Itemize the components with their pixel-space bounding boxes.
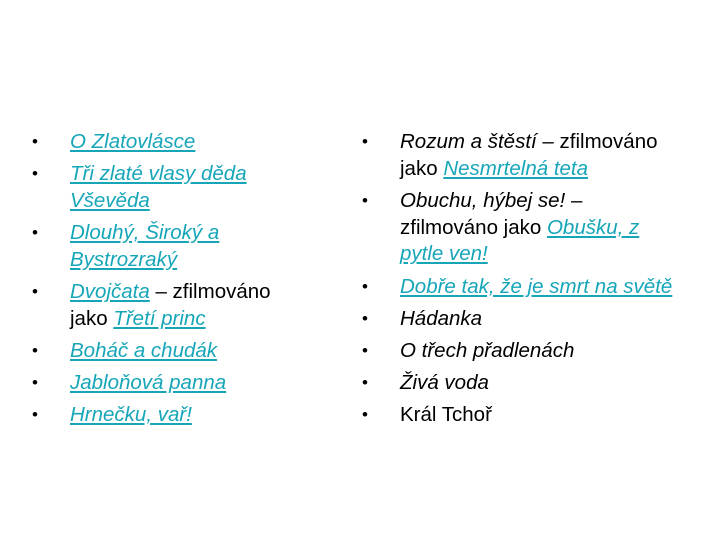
tale-title: Živá voda bbox=[400, 371, 489, 395]
film-link[interactable]: Obušku, z pytle ven! bbox=[400, 215, 640, 266]
right-tale-list bbox=[360, 129, 680, 435]
bullet-icon: • bbox=[32, 223, 38, 242]
list-item bbox=[30, 337, 305, 364]
bullet-icon: • bbox=[32, 164, 38, 183]
film-note: – zfilmováno jako bbox=[400, 188, 583, 239]
tale-title: Hádanka bbox=[400, 306, 483, 330]
film-link[interactable]: Třetí princ bbox=[113, 307, 206, 330]
bullet-icon: • bbox=[32, 405, 38, 424]
film-note: – zfilmováno jako bbox=[70, 280, 271, 330]
film-note: – zfilmováno jako bbox=[400, 130, 658, 180]
tale-link[interactable]: Jabloňová panna bbox=[70, 371, 227, 394]
tale-link[interactable]: O Zlatovlásce bbox=[70, 130, 196, 153]
bullet-icon: • bbox=[362, 373, 368, 393]
left-tale-list bbox=[30, 128, 305, 433]
bullet-icon: • bbox=[362, 132, 368, 151]
list-item bbox=[360, 338, 680, 365]
list-item bbox=[360, 188, 680, 268]
list-item bbox=[30, 219, 305, 273]
bullet-icon: • bbox=[362, 276, 368, 296]
bullet-icon: • bbox=[362, 340, 368, 360]
tale-title: O třech přadlenách bbox=[400, 338, 575, 362]
tale-link[interactable]: Tři zlaté vlasy děda Vševěda bbox=[70, 162, 247, 212]
tale-link[interactable]: Dvojčata bbox=[70, 280, 150, 303]
bullet-icon: • bbox=[32, 373, 38, 392]
list-item bbox=[360, 306, 680, 333]
tale-link[interactable]: Hrnečku, vař! bbox=[70, 403, 192, 426]
list-item bbox=[360, 402, 680, 429]
list-item bbox=[30, 160, 305, 214]
list-item bbox=[30, 401, 305, 428]
bullet-icon: • bbox=[362, 308, 368, 328]
bullet-icon: • bbox=[32, 132, 38, 151]
list-item bbox=[360, 274, 680, 301]
bullet-icon: • bbox=[32, 341, 38, 360]
tale-link[interactable]: Boháč a chudák bbox=[70, 339, 218, 362]
bullet-icon: • bbox=[362, 405, 368, 425]
tale-title: Rozum a štěstí bbox=[400, 130, 537, 153]
tale-link[interactable]: Dlouhý, Široký a Bystrozraký bbox=[70, 221, 220, 271]
bullet-icon: • bbox=[32, 282, 38, 301]
tale-link[interactable]: Dobře tak, že je smrt na světě bbox=[400, 274, 673, 298]
list-item bbox=[30, 128, 305, 155]
tale-title: Král Tchoř bbox=[400, 403, 492, 427]
tale-title: Obuchu, hýbej se! bbox=[400, 188, 566, 212]
bullet-icon: • bbox=[362, 190, 368, 210]
list-item bbox=[360, 370, 680, 397]
list-item bbox=[30, 369, 305, 396]
list-item bbox=[30, 278, 305, 332]
list-item bbox=[360, 129, 680, 182]
film-link[interactable]: Nesmrtelná teta bbox=[443, 156, 589, 180]
